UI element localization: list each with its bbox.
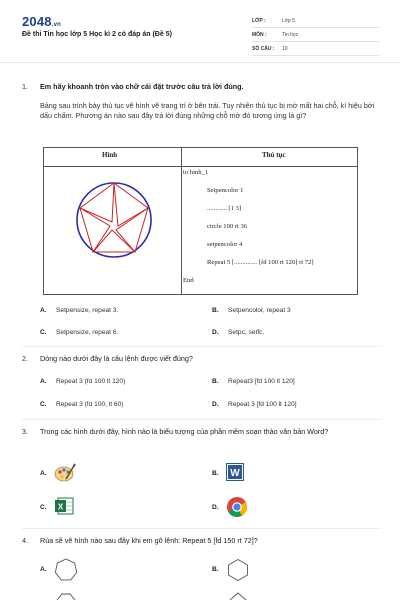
hexagon-shape bbox=[226, 558, 250, 582]
question-prompt: Em hãy khoanh tròn vào chữ cái đặt trước câu trả lời đúng. bbox=[40, 82, 244, 91]
page-header bbox=[0, 0, 400, 62]
option-letter: D. bbox=[212, 401, 219, 408]
meta-key: SỐ CÂU : bbox=[252, 45, 275, 52]
option-letter: A. bbox=[40, 307, 47, 314]
question-divider bbox=[22, 346, 382, 347]
document-title: Đề thi Tin học lớp 5 Học kì 2 có đáp án (Đề 5) bbox=[22, 31, 172, 38]
code-line: End bbox=[183, 277, 194, 284]
answer-option-b[interactable] bbox=[212, 307, 291, 314]
answer-option-a[interactable] bbox=[40, 307, 118, 314]
code-line: Setpencolor 1 bbox=[207, 187, 244, 194]
question-prompt: Rùa sẽ vẽ hình nào sau đây khi em gõ lệnh: Repeat 5 [fd 150 rt 72]? bbox=[40, 536, 258, 545]
option-text: Setpensize, repeat 6. bbox=[56, 329, 119, 336]
paint-icon bbox=[54, 461, 76, 483]
option-letter: D. bbox=[212, 329, 219, 336]
option-text: Setpc, setfc. bbox=[228, 329, 265, 336]
meta-key: MÔN : bbox=[252, 31, 267, 38]
option-letter: D. bbox=[212, 504, 219, 511]
option-letter: C. bbox=[40, 504, 47, 511]
question-prompt: Dòng nào dưới đây là câu lệnh được viết đúng? bbox=[40, 354, 193, 363]
logo-suffix: .vn bbox=[51, 22, 62, 28]
question-number: 2. bbox=[22, 354, 28, 363]
table-divider bbox=[44, 166, 357, 167]
option-text: Setpensize, repeat 3. bbox=[56, 307, 119, 314]
table-divider bbox=[181, 148, 182, 294]
option-letter: B. bbox=[212, 307, 219, 314]
meta-value: Tin học bbox=[282, 31, 299, 38]
svg-text:W: W bbox=[230, 468, 240, 479]
site-logo[interactable] bbox=[22, 14, 61, 29]
option-letter: A. bbox=[40, 470, 47, 477]
meta-key: LỚP : bbox=[252, 17, 266, 24]
code-line: circle 100 rt 36 bbox=[207, 223, 248, 230]
table-header-procedure: Thủ tục bbox=[262, 151, 286, 159]
code-line: to hinh_1 bbox=[183, 169, 209, 176]
question-divider bbox=[22, 528, 382, 529]
meta-row-class bbox=[252, 14, 380, 28]
chrome-icon bbox=[226, 496, 248, 518]
question-number: 1. bbox=[22, 82, 28, 91]
shape-partial-icon bbox=[226, 592, 250, 600]
question-number: 3. bbox=[22, 427, 28, 436]
answer-option-a[interactable] bbox=[40, 378, 125, 385]
shape-partial-icon bbox=[54, 592, 78, 600]
answer-option-c[interactable] bbox=[40, 401, 123, 408]
question-1-description: Bảng sau trình bày thủ tục vẽ hình vẽ trang trí ở bên trái. Tuy nhiên thủ tục bị mờ mất hai chỗ, kí hiệu bởi dấu chấm. Phương án nào sau đây trả lời đúng những chỗ mờ đó tương ứng là gì? bbox=[40, 101, 375, 120]
turtle-figure bbox=[74, 180, 154, 260]
code-line: setpencolor 4 bbox=[207, 241, 243, 248]
table-header-figure: Hình bbox=[102, 151, 118, 159]
answer-option-d[interactable] bbox=[212, 329, 264, 336]
logo-text: 2048 bbox=[22, 14, 52, 29]
option-letter: B. bbox=[212, 470, 219, 477]
header-divider bbox=[0, 62, 400, 63]
option-letter: C. bbox=[40, 401, 47, 408]
question-divider bbox=[22, 419, 382, 420]
option-text: Repeat 3 (fd 100 lt 120) bbox=[56, 378, 126, 385]
meta-value: 10 bbox=[282, 45, 288, 52]
option-letter: B. bbox=[212, 566, 219, 573]
code-line: Repeat 5 [.............. [fd 100 rt 120] rt 72] bbox=[207, 259, 314, 266]
option-letter: C. bbox=[40, 329, 47, 336]
word-icon bbox=[226, 463, 244, 481]
answer-option-d[interactable] bbox=[212, 401, 297, 408]
meta-table bbox=[252, 14, 380, 56]
heptagon-shape bbox=[54, 558, 78, 582]
option-text: Repeat 3 (fd 100, lt 60) bbox=[56, 401, 124, 408]
option-letter: A. bbox=[40, 566, 47, 573]
option-letter: B. bbox=[212, 378, 219, 385]
excel-icon bbox=[54, 496, 74, 516]
meta-row-count bbox=[252, 42, 380, 56]
option-text: Repeat3 [fd 100 lt 120] bbox=[228, 378, 295, 385]
question-number: 4. bbox=[22, 536, 28, 545]
meta-row-subject bbox=[252, 28, 380, 42]
procedure-table bbox=[43, 147, 358, 295]
option-text: Setpencolor, repeat 3 bbox=[228, 307, 291, 314]
option-letter: A. bbox=[40, 378, 47, 385]
code-line: ............ [1 3] bbox=[207, 205, 242, 212]
meta-value: Lớp 5 bbox=[282, 17, 296, 24]
answer-option-c[interactable] bbox=[40, 329, 118, 336]
svg-text:X: X bbox=[57, 502, 64, 512]
option-text: Repeat 3 [fd 100 lt 120] bbox=[228, 401, 297, 408]
answer-option-b[interactable] bbox=[212, 378, 295, 385]
question-prompt: Trong các hình dưới đây, hình nào là biểu tượng của phần mềm soạn thảo văn bản Word? bbox=[40, 427, 329, 436]
